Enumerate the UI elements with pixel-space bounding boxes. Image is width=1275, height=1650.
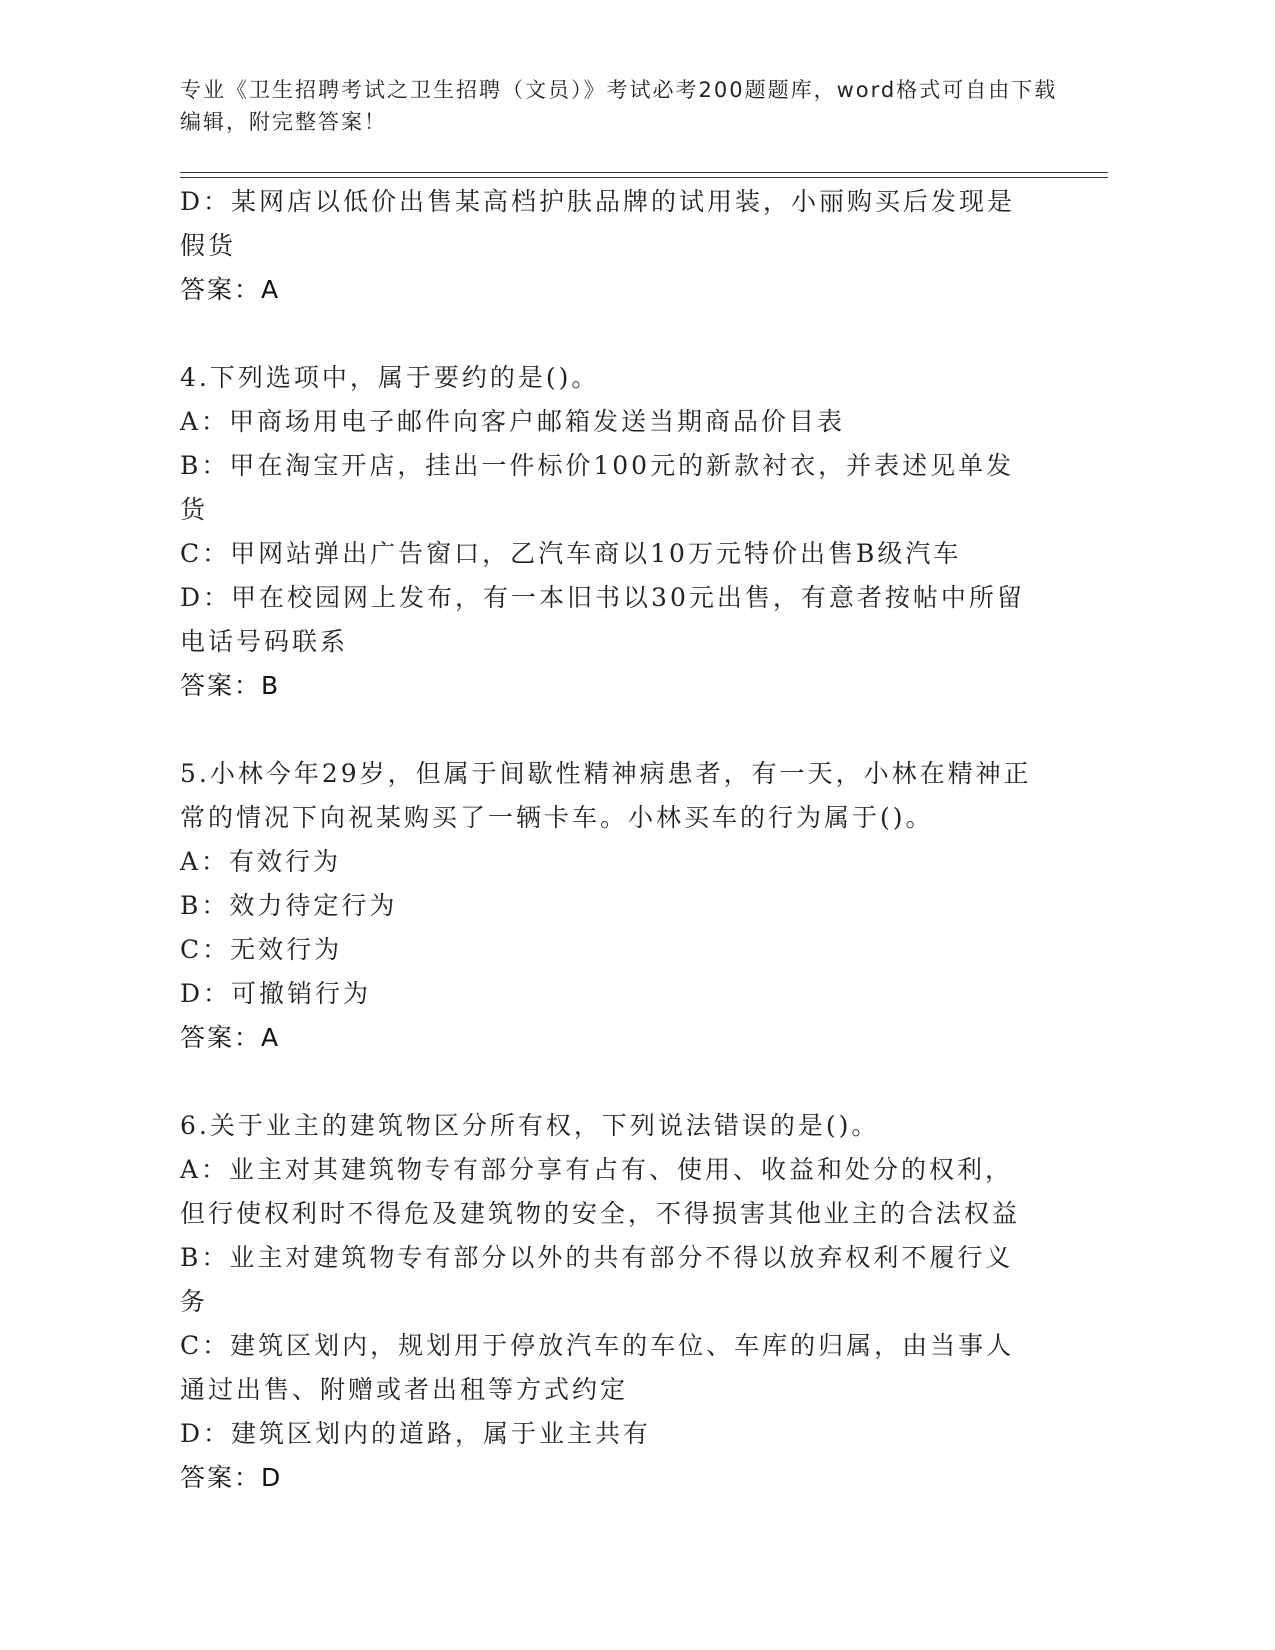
option-d: D：建筑区划内的道路，属于业主共有 <box>180 1419 652 1448</box>
option-c: C：无效行为 <box>180 935 343 964</box>
question-5 <box>180 752 1040 1060</box>
header-divider-top <box>180 172 1108 173</box>
header-divider-bottom <box>180 177 1108 178</box>
option-b: B：甲在淘宝开店，挂出一件标价100元的新款衬衣，并表述见单发货 <box>180 451 1015 524</box>
option-c: C：建筑区划内，规划用于停放汽车的车位、车库的归属，由当事人通过出售、附赠或者出租等方式约定 <box>180 1331 1015 1404</box>
answer-line: 答案：A <box>180 275 281 304</box>
option-d: D：可撤销行为 <box>180 979 372 1008</box>
answer-line: 答案：D <box>180 1463 283 1492</box>
option-a: A：有效行为 <box>180 847 342 876</box>
answer-line: 答案：A <box>180 1023 281 1052</box>
question-stem: 6.关于业主的建筑物区分所有权，下列说法错误的是()。 <box>180 1111 880 1140</box>
option-a: A：业主对其建筑物专有部分享有占有、使用、收益和处分的权利，但行使权利时不得危及建筑物的安全，不得损害其他业主的合法权益 <box>180 1155 1021 1228</box>
option-a: A：甲商场用电子邮件向客户邮箱发送当期商品价目表 <box>180 407 846 436</box>
option-c: C：甲网站弹出广告窗口，乙汽车商以10万元特价出售B级汽车 <box>180 539 962 568</box>
page-header-title: 专业《卫生招聘考试之卫生招聘（文员）》考试必考200题题库，word格式可自由下载编辑，附完整答案！ <box>180 78 1058 134</box>
question-content <box>180 180 1040 1500</box>
question-stem: 5.小林今年29岁，但属于间歇性精神病患者，有一天，小林在精神正常的情况下向祝某购买了一辆卡车。小林买车的行为属于()。 <box>180 759 1032 832</box>
answer-line: 答案：B <box>180 671 281 700</box>
question-stem: 4.下列选项中，属于要约的是()。 <box>180 363 600 392</box>
option-b: B：效力待定行为 <box>180 891 398 920</box>
question-6 <box>180 1104 1040 1500</box>
option-d: D：某网店以低价出售某高档护肤品牌的试用装，小丽购买后发现是假货 <box>180 187 1016 260</box>
previous-question-tail <box>180 180 1040 312</box>
option-b: B：业主对建筑物专有部分以外的共有部分不得以放弃权利不履行义务 <box>180 1243 1014 1316</box>
option-d: D：甲在校园网上发布，有一本旧书以30元出售，有意者按帖中所留电话号码联系 <box>180 583 1025 656</box>
spacer <box>180 1060 1040 1104</box>
spacer <box>180 312 1040 356</box>
spacer <box>180 708 1040 752</box>
question-4 <box>180 356 1040 708</box>
